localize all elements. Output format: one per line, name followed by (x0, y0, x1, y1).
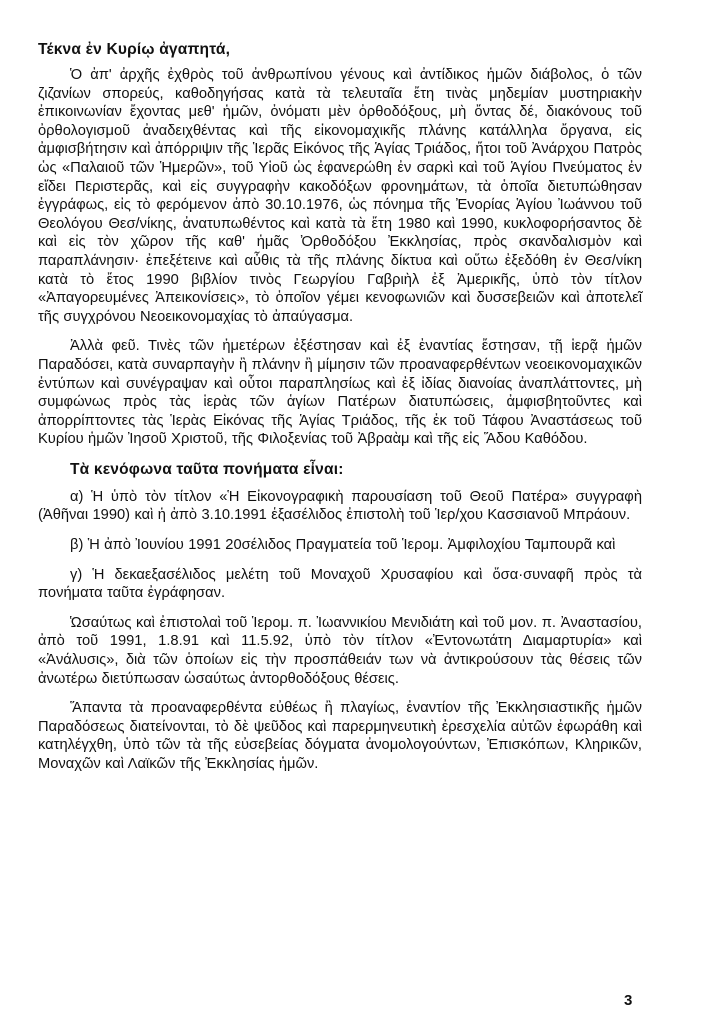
list-item-b: β) Ἡ ἀπὸ Ἰουνίου 1991 20σέλιδος Πραγματεία τοῦ Ἱερομ. Ἀμφιλοχίου Ταμπουρᾶ καὶ (70, 537, 616, 554)
salutation: Τέκνα ἐν Κυρίῳ ἀγαπητά, (38, 41, 231, 58)
paragraph-letters: Ὡσαύτως καὶ ἐπιστολαὶ τοῦ Ἱερομ. π. Ἰωαννικίου Μενιδιάτη καὶ τοῦ μον. π. Ἀναστασίου, ἀπὸ τοῦ 1991, 1.8.91 καὶ 11.5.92, ὑπὸ τὸν τίτλον «Ἐντονωτάτη Διαμαρτυρία» καὶ «Ἀνάλυσις», διὰ τῶν ὁποίων εἰς τὴν προσπάθειάν των νὰ ἀντικρούσουν τὰς θέσεις τῶν ἀνωτέρω διετύπωσαν ὡσαύτως ἀντορθοδόξους θέσεις. (38, 614, 642, 687)
list-item-a: α) Ἡ ὑπὸ τὸν τίτλον «Ἡ Εἰκονογραφικὴ παρουσίαση τοῦ Θεοῦ Πατέρα» συγγραφὴ (Ἀθῆναι 1990) καὶ ἡ ἀπὸ 3.10.1991 ἑξασέλιδος ἐπιστολὴ τοῦ Ἱερ/χου Κασσιανοῦ Μπράουν. (38, 488, 642, 524)
paragraph-intro-2: Ἀλλὰ φεῦ. Τινὲς τῶν ἡμετέρων ἐξέστησαν καὶ ἐξ ἐναντίας ἔστησαν, τῇ ἱερᾷ ἡμῶν Παραδόσει, κατὰ συναρπαγὴν ἢ πλάνην ἢ μίμησιν τῶν προαναφερθέντων νεοεικονομαχικῶν ἐντύπων καὶ συνέγραψαν καὶ οὗτοι παραπλησίως καὶ ἐξ ἰδίας διανοίας ἀναπλάττοντες, μὴ συμφώνως πρὸς τὰς ἱερὰς τῶν ἁγίων Πατέρων διατυπώσεις, ἀμφισβητοῦντες καὶ ἀπορρίπτοντες τὰς Ἱερὰς Εἰκόνας τῆς Ἁγίας Τριάδος, τῆς ἐκ τοῦ Τάφου Ἀναστάσεως τοῦ Κυρίου ἡμῶν Ἰησοῦ Χριστοῦ, τῆς Φιλοξενίας τοῦ Ἀβραὰμ καὶ τῆς εἰς Ἅδου Καθόδου. (38, 338, 642, 448)
document-page (38, 40, 642, 785)
list-item-c: γ) Ἡ δεκαεξασέλιδος μελέτη τοῦ Μοναχοῦ Χρυσαφίου καὶ ὅσα·συναφῆ πρὸς τὰ πονήματα ταῦτα ἐγράφησαν. (38, 566, 642, 602)
page-number: 3 (624, 992, 633, 1009)
paragraph-intro-1: Ὁ ἀπ' ἀρχῆς ἐχθρὸς τοῦ ἀνθρωπίνου γένους καὶ ἀντίδικος ἡμῶν διάβολος, ὁ τῶν ζιζανίων σπορεύς, καθοδηγήσας κατὰ τὰ τελευταῖα ἔτη τινὰς μηδεμίαν μυστηριακὴν ἐπικοινωνίαν ἔχοντας μεθ' ἡμῶν, ὀνόματι μὲν ὀρθοδόξους, μὴ ὄντας δέ, διακόνους τοῦ ὀρθολογισμοῦ ἀναδειχθέντας καὶ τῆς εἰκονομαχικῆς πλάνης κατάλληλα ὄργανα, εἰς ἀμφισβήτησιν καὶ ἀπόρριψιν τῆς Ἱερᾶς Εἰκόνος τῆς Ἁγίας Τριάδος, ἤτοι τοῦ Ἀνάρχου Πατρὸς ὡς «Παλαιοῦ τῶν Ἡμερῶν», τοῦ Υἱοῦ ὡς ἐφανερώθη ἐν σαρκὶ καὶ τοῦ Ἁγίου Πνεύματος ἐν εἴδει Περιστερᾶς, καὶ εἰς συγγραφὴν κακοδόξων φρονημάτων, τὰ ὁποῖα διετυπώθησαν ἐγγράφως, εἰς τὸ φερόμενον ἀπὸ 30.10.1976, ὡς πόνημα τῆς Ἐνορίας Ἁγίου Ἰωάννου τοῦ Θεολόγου Θεσ/νίκης, ἀνατυπωθέντος καὶ κατὰ τὰ ἔτη 1980 καὶ 1990, κυκλοφορήσαντος δὲ καὶ εἰς τὸν χῶρον τῆς καθ' ἡμᾶς Ὀρθοδόξου Ἐκκλησίας, πρὸς σκανδαλισμὸν καὶ παραπλάνησιν· ἐπεξέτεινε καὶ αὖθις τὰ τῆς πλάνης δίκτυα καὶ οὕτω ἐξεδόθη ἐν Θεσ/νίκη κατὰ τὸ ἔτος 1990 βιβλίον τινὸς Γεωργίου Γαβριὴλ ἐξ Ἀμερικῆς, ὑπὸ τὸν τίτλον «Ἀπαγορευμένες Ἀπεικονίσεις», τὸ ὁποῖον γέμει κενοφωνιῶν καὶ δυσσεβειῶν καὶ ἀποτελεῖ τῆς συγχρόνου Νεοεικονομαχίας τὸ ἀπαύγασμα. (38, 67, 642, 325)
section-heading: Τὰ κενόφωνα ταῦτα πονήματα εἶναι: (70, 460, 344, 478)
paragraph-conclusion: Ἅπαντα τὰ προαναφερθέντα εὐθέως ἢ πλαγίως, ἐναντίον τῆς Ἐκκλησιαστικῆς ἡμῶν Παραδόσεως διατείνονται, τὸ δὲ ψεῦδος καὶ παρερμηνευτικὴ ἐρεσχελία αὐτῶν ἐφωράθη καὶ κατηλέγχθη, ὑπὸ τῶν τὰ τῆς εὐσεβείας δόγματα ἀνομολογούντων, Ἐπισκόπων, Κληρικῶν, Μοναχῶν καὶ Λαϊκῶν τῆς Ἐκκλησίας ἡμῶν. (38, 700, 642, 772)
